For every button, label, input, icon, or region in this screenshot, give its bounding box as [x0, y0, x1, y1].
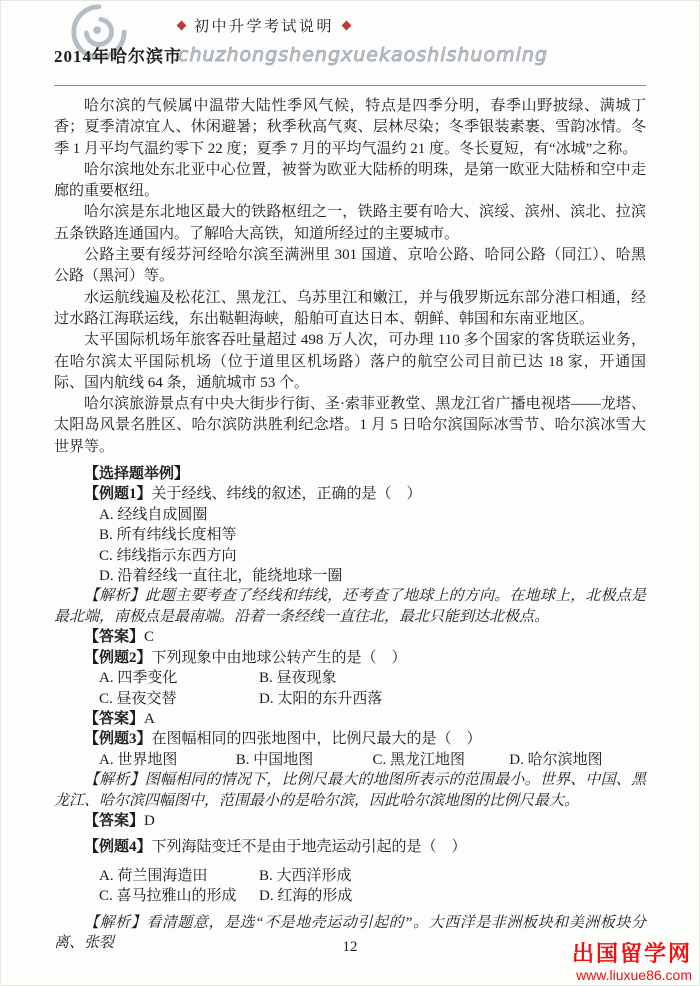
- q2-option-a: A. 四季变化: [99, 670, 178, 687]
- floret-icon: [177, 21, 187, 31]
- page-header: [54, 0, 646, 86]
- site-name: 出国留学网: [571, 941, 692, 967]
- q4-analysis: 【解析】看清题意，是选“不是地壳运动引起的”。大西洋是非洲板块和美洲板块分离、张裂: [54, 914, 646, 951]
- paragraph-tourism: 哈尔滨旅游景点有中央大街步行街、圣·索菲亚教堂、黑龙江省广播电视塔——龙塔、太阳岛风景名胜区、哈尔滨防洪胜利纪念塔。1 月 5 日哈尔滨国际冰雪节、哈尔滨冰雪大世界等。: [54, 396, 646, 455]
- paragraph-location: 哈尔滨地处东北亚中心位置，被誉为欧亚大陆桥的明珠，是第一欧亚大陆桥和空中走廊的重要枢纽。: [54, 161, 646, 200]
- q3-label: 【例题3】: [84, 731, 152, 748]
- exam-section-title: 【选择题举例】: [84, 466, 190, 483]
- q1-option-c: C. 纬线指示东西方向: [99, 547, 237, 564]
- q3-option-d: D. 哈尔滨地图: [509, 751, 603, 768]
- pinyin-subtitle: chuzhongshengxuekaoshishuoming: [178, 44, 548, 66]
- q1-stem: [54, 484, 646, 504]
- q3-answer: [54, 811, 646, 831]
- q3-analysis: 【解析】图幅相同的情况下，比例尺最大的地图所表示的范围最小。世界、中国、黑龙江、哈尔滨四幅图中，范围最小的是哈尔滨，因此哈尔滨地图的比例尺最大。: [54, 772, 646, 809]
- q4-option-b: B. 大西洋形成: [259, 867, 352, 884]
- q1-option-a: A. 经线自成圆圈: [99, 506, 208, 523]
- paragraph-waterway: 水运航线遍及松花江、黑龙江、乌苏里江和嫩江，并与俄罗斯远东部分港口相通，经过水路江海联运线，东出鞑靼海峡，船舶可直达日本、朝鲜、韩国和东南亚地区。: [54, 289, 646, 327]
- q2-stem-text: 下列现象中由地球公转产生的是（ ）: [151, 649, 407, 666]
- q4-options: [54, 866, 646, 907]
- page-number: 12: [342, 939, 358, 955]
- q4-option-c: C. 喜马拉雅山的形成: [99, 888, 237, 905]
- q2-answer: [54, 709, 646, 729]
- paragraph-climate: 哈尔滨的气候属中温带大陆性季风气候，特点是四季分明，春季山野披绿、满城丁香；夏季清凉宜人、休闲避暑；秋季秋高气爽、层林尽染；冬季银装素裹、雪韵冰情。冬季 1 月平均气温约零下 22 度；夏季 7 月的平均气温约 21 度。冬长夏短，有“冰城”之称。: [54, 98, 646, 157]
- q2-option-d: D. 太阳的东升西落: [259, 690, 383, 707]
- q1-option-b: B. 所有纬线长度相等: [99, 527, 237, 544]
- floret-icon: [342, 21, 352, 31]
- booklet-title-row: [178, 15, 350, 36]
- site-watermark: [572, 942, 692, 983]
- q2-label: 【例题2】: [84, 649, 152, 666]
- site-url: www.liuxue86.com: [576, 966, 692, 983]
- q3-option-c: C. 黑龙江地图: [372, 751, 466, 768]
- q2-option-b: B. 昼夜现象: [259, 670, 337, 687]
- q3-answer-value: D: [144, 812, 155, 829]
- paragraph-railway: 哈尔滨是东北地区最大的铁路枢纽之一，铁路主要有哈大、滨绥、滨州、滨北、拉滨五条铁路连通国内。了解哈大高铁，知道所经过的主要城市。: [54, 204, 646, 242]
- q4-stem-text: 下列海陆变迁不是由于地壳运动引起的是（ ）: [151, 839, 467, 856]
- q1-answer: [54, 627, 646, 647]
- q1-option-d: D. 沿着经线一直往北，能绕地球一圈: [99, 568, 343, 585]
- q3-option-b: B. 中国地图: [235, 751, 314, 768]
- q1-answer-label: 【答案】: [84, 629, 145, 646]
- q4-label: 【例题4】: [84, 839, 152, 856]
- exam-section: [54, 464, 646, 953]
- q2-answer-value: A: [144, 710, 155, 727]
- paragraph-airport: 太平国际机场年旅客吞吐量超过 498 万人次，可办理 110 多个国家的客货联运业务，在哈尔滨太平国际机场（位于道里区机场路）落户的航空公司目前已达 18 家，开通国际、国内航线 64 条，通航城市 53 个。: [54, 332, 646, 391]
- edition-label: 2014年哈尔滨市: [54, 47, 182, 66]
- q4-option-a: A. 荷兰围海造田: [99, 867, 208, 884]
- q4-option-d: D. 红海的形成: [259, 888, 353, 905]
- page-content: [0, 86, 700, 953]
- booklet-title: 初中升学考试说明: [194, 19, 335, 35]
- q3-option-a: A. 世界地图: [99, 751, 178, 768]
- q1-stem-text: 关于经线、纬线的叙述，正确的是（ ）: [151, 486, 422, 503]
- q1-analysis: 【解析】此题主要考查了经线和纬线，还考查了地球上的方向。在地球上，北极点是最北端，南极点是最南端。沿着一条经线一直往北，最北只能到达北极点。: [54, 588, 646, 625]
- q1-label: 【例题1】: [84, 486, 152, 503]
- q2-stem: [54, 648, 646, 668]
- q3-stem: [54, 729, 646, 749]
- q3-options: [54, 750, 646, 770]
- q3-answer-label: 【答案】: [84, 812, 145, 829]
- q2-options: [54, 668, 646, 709]
- q4-stem: [54, 837, 646, 857]
- intro-section: [54, 96, 646, 458]
- paragraph-highway: 公路主要有绥芬河经哈尔滨至满洲里 301 国道、京哈公路、哈同公路（同江）、哈黑公路（黑河）等。: [54, 247, 646, 285]
- q2-answer-label: 【答案】: [84, 710, 145, 727]
- q1-answer-value: C: [144, 629, 155, 646]
- q2-option-c: C. 昼夜交替: [99, 690, 177, 707]
- q1-options: [54, 505, 646, 587]
- q3-stem-text: 在图幅相同的四张地图中，比例尺最大的是（ ）: [151, 731, 482, 748]
